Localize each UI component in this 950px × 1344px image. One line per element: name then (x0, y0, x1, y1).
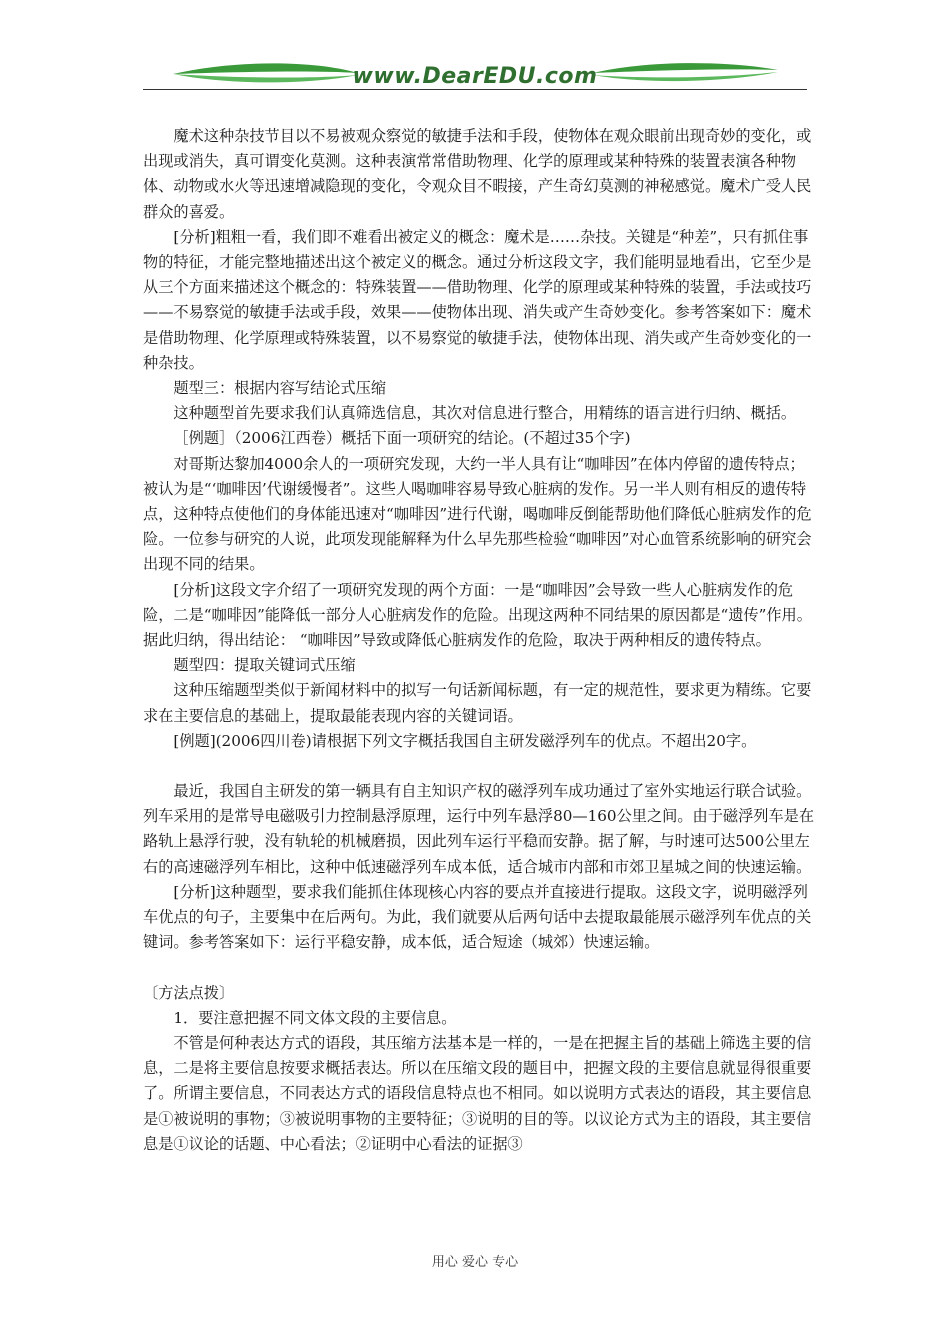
paragraph-type-three-desc: 这种题型首先要求我们认真筛选信息，其次对信息进行整合，用精练的语言进行归纳、概括。 (173, 404, 797, 423)
page-footer: 用心 爱心 专心 (431, 1255, 519, 1270)
paragraph-type-four-desc: 这种压缩题型类似于新闻材料中的拟写一句话新闻标题，有一定的规范性，要求更为精练。它要求在主要信息的基础上，提取最能表现内容的关键词语。 (143, 681, 812, 725)
heading-type-four: 题型四：提取关键词式压缩 (173, 656, 356, 675)
paragraph-analysis-3: [分析]这种题型，要求我们能抓住体现核心内容的要点并直接进行提取。这段文字，说明磁浮列车优点的句子，主要集中在后两句。为此，我们就要从后两句话中去提取最能展示磁浮列车优点的关键词。参考答案如下：运行平稳安静，成本低，适合短途（城郊）快速运输。 (143, 882, 812, 952)
paragraph-magic-definition: 魔术这种杂技节目以不易被观众察觉的敏捷手法和手段，使物体在观众眼前出现奇妙的变化，或出现或消失，真可谓变化莫测。这种表演常常借助物理、化学的原理或某种特殊的装置表演各种物体、动物或水火等迅速增减隐现的变化，令观众目不暇接，产生奇幻莫测的神秘感觉。魔术广受人民群众的喜爱。 (143, 127, 812, 221)
heading-method-tips: 〔方法点拨〕 (143, 983, 235, 1002)
paragraph-caffeine-study: 对哥斯达黎加4000余人的一项研究发现，大约一半人具有让“咖啡因”在体内停留的遗传特点；被认为是“‘咖啡因’代谢缓慢者”。这些人喝咖啡容易导致心脏病的发作。另一半人则有相反的遗传特点，这种特点使他们的身体能迅速对“咖啡因”进行代谢，喝咖啡反倒能帮助他们降低心脏病发作的危险。一位参与研究的人说，此项发现能解释为什么早先那些检验“咖啡因”对心血管系统影响的研究会出现不同的结果。 (143, 454, 812, 574)
paragraph-analysis-1: [分析]粗粗一看，我们即不难看出被定义的概念：魔术是……杂技。关键是“种差”，只有抓住事物的特征，才能完整地描述出这个被定义的概念。通过分析这段文字，我们能明显地看出，它至少是从三个方面来描述这个概念的：特殊装置——借助物理、化学的原理或某种特殊的装置，手法或技巧——不易察觉的敏捷手法或手段，效果——使物体出现、消失或产生奇妙变化。参考答案如下：魔术是借助物理、化学原理或特殊装置，以不易察觉的敏捷手法，使物体出现、消失或产生奇妙变化的一种杂技。 (143, 227, 812, 372)
spacer (143, 956, 815, 981)
heading-tip-1: 1．要注意把握不同文体文段的主要信息。 (173, 1008, 457, 1027)
spacer (143, 754, 815, 779)
header-divider (143, 89, 807, 90)
heading-type-three: 题型三：根据内容写结论式压缩 (173, 379, 387, 398)
paragraph-analysis-2: [分析]这段文字介绍了一项研究发现的两个方面：一是“咖啡因”会导致一些人心脏病发作的危险，二是“咖啡因”能降低一部分人心脏病发作的危险。出现这两种不同结果的原因都是“遗传”作用。据此归纳，得出结论： “咖啡因”导致或降低心脏病发作的危险，取决于两种相反的遗传特点。 (143, 580, 812, 650)
site-header (143, 56, 807, 92)
document-body (143, 124, 815, 1157)
site-url-logo: www.DearEDU.com (352, 64, 598, 89)
paragraph-example-jiangxi: ［例题］（2006江西卷）概括下面一项研究的结论。(不超过35个字) (173, 429, 631, 448)
paragraph-tip-1-body: 不管是何种表达方式的语段，其压缩方法基本是一样的，一是在把握主旨的基础上筛选主要的信息，二是将主要信息按要求概括表达。所以在压缩文段的题目中，把握文段的主要信息就显得很重要了。所谓主要信息，不同表达方式的语段信息特点也不相同。如以说明方式表达的语段，其主要信息是①被说明的事物；③被说明事物的主要特征；③说明的目的等。以议论方式为主的语段，其主要信息是①议论的话题、中心看法；②证明中心看法的证据③ (143, 1033, 812, 1153)
paragraph-maglev-train: 最近，我国自主研发的第一辆具有自主知识产权的磁浮列车成功通过了室外实地运行联合试验。列车采用的是常导电磁吸引力控制悬浮原理，运行中列车悬浮80—160公里之间。由于磁浮列车是在路轨上悬浮行驶，没有轨轮的机械磨损，因此列车运行平稳而安静。据了解，与时速可达500公里左右的高速磁浮列车相比，这种中低速磁浮列车成本低，适合城市内部和市郊卫星城之间的快速运输。 (143, 782, 815, 876)
paragraph-example-sichuan: [例题](2006四川卷)请根据下列文字概括我国自主研发磁浮列车的优点。不超出20字。 (173, 731, 757, 750)
